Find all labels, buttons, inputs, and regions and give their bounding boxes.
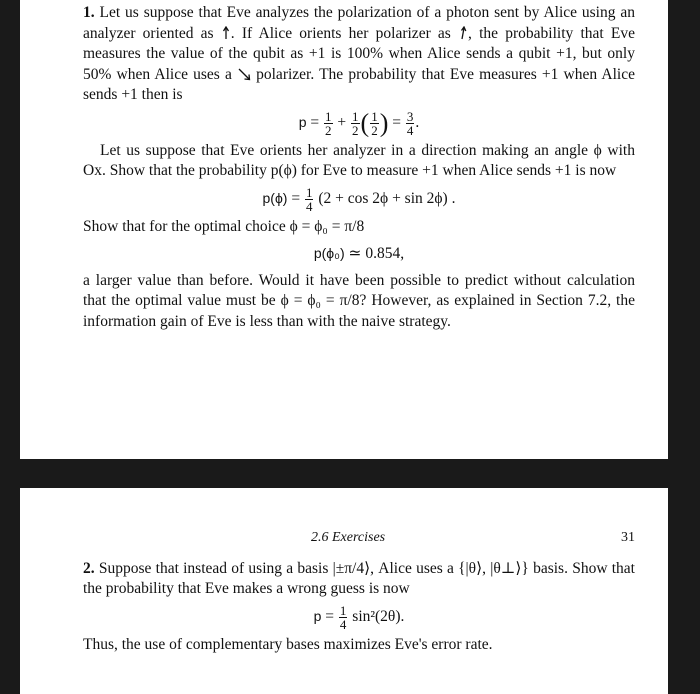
fraction: $\frac{1}{4}$ <box>305 184 313 214</box>
fraction: $\frac{1}{2}$ <box>352 108 359 138</box>
problem-2-intro: 2. Suppose that instead of using a basis |±π/4⟩, Alice uses a {|θ⟩, |θ⊥⟩} basis. Show that the probability that Eve makes a wrong guess is now <box>83 559 635 597</box>
textbook-page-lower <box>20 488 668 694</box>
running-header <box>83 528 635 549</box>
page-number: 31 <box>621 530 635 545</box>
fraction: $\frac{1}{2}$ <box>371 108 378 138</box>
equation-3: p(ϕ₀) ≃ 0.854, <box>313 245 405 262</box>
problem-2-conclusion: Thus, the use of complementary bases maximizes Eve's error rate. <box>83 635 493 653</box>
problem-number: 2. <box>83 559 95 577</box>
vertical-arrow-icon <box>221 26 231 40</box>
equation-2: p(ϕ) = $\frac{1}{4}$ (2 + cos 2ϕ + sin 2ϕ) . <box>262 184 456 214</box>
problem-1-intro: 1. Let us suppose that Eve analyzes the polarization of a photon sent by Alice using an analyzer oriented as . If Alice orients her polarizer as , the probability that Eve measures the value of the qubit as +1 is 100% when Alice sends a qubit +1, but only 50% when Alice uses a polarizer. The probability that Eve measures +1 when Alice sends +1 then is <box>83 4 636 103</box>
equation-1: p = $\frac{1}{2}$ + $\frac{1}{2}$ ( $\frac{1}{2}$ ) = $\frac{3}{4}$ . <box>298 108 420 138</box>
diagonal-arrow-icon <box>237 67 251 81</box>
problem-1-para-2: Let us suppose that Eve orients her analyzer in a direction making an angle ϕ with Ox. Show that the probability p(ϕ) for Eve to measure +1 when Alice sends +1 is now <box>83 141 635 179</box>
equation-4: p = $\frac{1}{4}$ sin²(2θ). <box>313 602 405 632</box>
tilted-arrow-icon <box>458 26 468 40</box>
fraction: $\frac{1}{4}$ <box>339 602 347 632</box>
textbook-page-upper <box>20 0 668 459</box>
problem-1-para-4: a larger value than before. Would it have been possible to predict without calculation that the optimal value must be ϕ = ϕ₀ = π/8? However, as explained in Section 7.2, the information gain of Eve is less than with the naive strategy. <box>83 271 635 330</box>
fraction: $\frac{1}{2}$ <box>325 108 332 138</box>
page-content <box>83 3 635 332</box>
problem-1-para-3: Show that for the optimal choice ϕ = ϕ₀ = π/8 <box>83 217 365 235</box>
running-title: 2.6 Exercises <box>311 530 386 545</box>
page-content <box>83 528 635 655</box>
fraction: $\frac{3}{4}$ <box>406 108 414 138</box>
problem-number: 1. <box>83 4 95 21</box>
